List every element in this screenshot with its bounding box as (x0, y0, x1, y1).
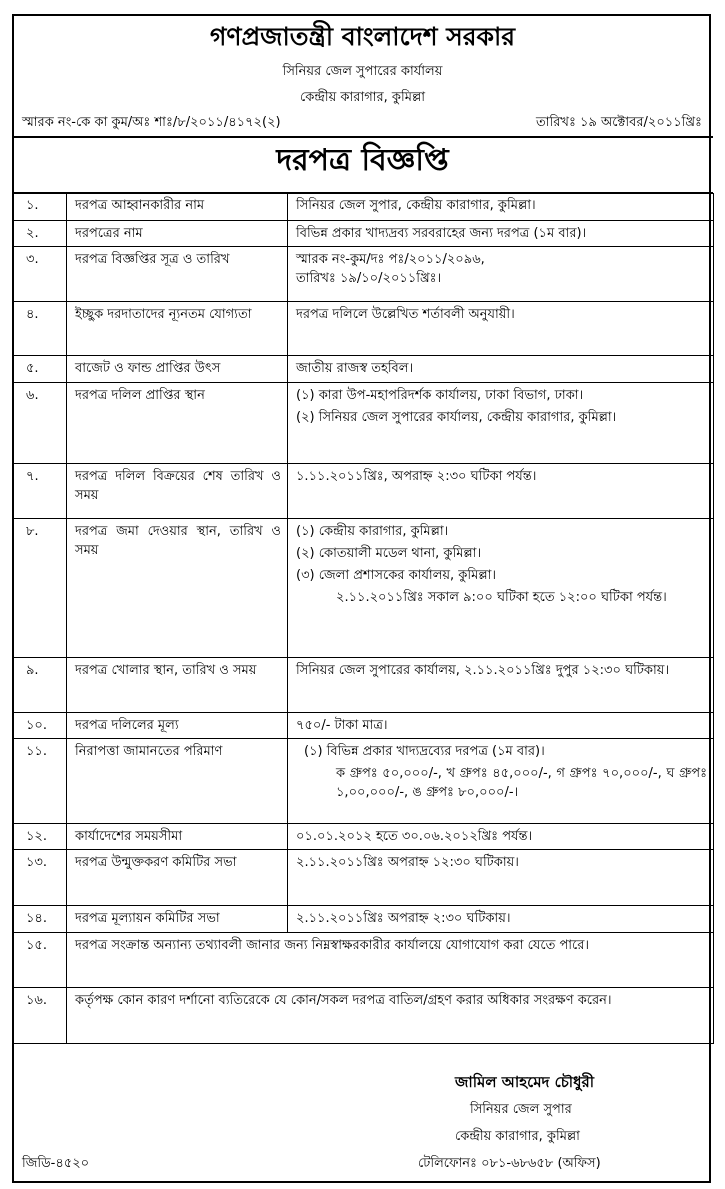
value-line: ২.১১.২০১১খ্রিঃ সকাল ৯:০০ ঘটিকা হতে ১২:০০ ঘটিকা পর্যন্ত। (336, 589, 667, 605)
table-row (14, 905, 714, 932)
row-value: ১.১১.২০১১খ্রিঃ, অপরাহ্ন ২:৩০ ঘটিকা পর্যন্ত। (288, 463, 714, 518)
row-number: ১৪. (14, 905, 67, 932)
row-value (288, 738, 714, 823)
row-value: দরপত্র দলিলে উল্লেখিত শর্তাবলী অনুযায়ী। (288, 301, 714, 355)
row-label: দরপত্র বিজ্ঞপ্তির সূত্র ও তারিখ (67, 246, 288, 301)
value-line: (১) কেন্দ্রীয় কারাগার, কুমিল্লা। (296, 523, 449, 539)
table-row (14, 301, 714, 355)
row-text: কর্তৃপক্ষ কোন কারণ দর্শানো ব্যতিরেকে যে কোন/সকল দরপত্র বাতিল/গ্রহণ করার অধিকার সংরক্ষণ করেন। (67, 987, 714, 1043)
value-line: (২) কোতয়ালী মডেল থানা, কুমিল্লা। (296, 545, 482, 561)
row-number: ৩. (14, 246, 67, 301)
office-name: সিনিয়র জেল সুপারের কার্যালয় (282, 64, 443, 79)
row-number: ১১. (14, 738, 67, 823)
value-line: (২) সিনিয়র জেল সুপারের কার্যালয়, কেন্দ্রীয় কারাগার, কুমিল্লা। (296, 409, 617, 425)
row-value: সিনিয়র জেল সুপার, কেন্দ্রীয় কারাগার, কুমিল্লা। (288, 193, 714, 220)
memo-number: স্মারক নং-কে কা কুম/অঃ শাঃ/৮/২০১১/৪১৭২(২) (22, 115, 281, 130)
row-number: ৯. (14, 657, 67, 712)
row-label: দরপত্র খোলার স্থান, তারিখ ও সময় (67, 657, 288, 712)
gd-code: জিডি-৪৫২০ (22, 1156, 90, 1171)
row-number: ১২. (14, 823, 67, 849)
value-line: তারিখঃ ১৯/১০/২০১১খ্রিঃ। (296, 270, 442, 286)
row-label: ইচ্ছুক দরদাতাদের ন্যূনতম যোগ্যতা (67, 301, 288, 355)
row-value (288, 382, 714, 463)
signatory-designation: সিনিয়র জেল সুপার (470, 1102, 572, 1117)
row-number: ১৬. (14, 987, 67, 1043)
table-row (14, 193, 714, 220)
value-line: (৩) জেলা প্রশাসকের কার্যালয়, কুমিল্লা। (296, 567, 497, 583)
row-label: দরপত্র আহ্বানকারীর নাম (67, 193, 288, 220)
table-row (14, 518, 714, 657)
table-row (14, 657, 714, 712)
row-label: দরপত্র মূল্যায়ন কমিটির সভা (67, 905, 288, 932)
row-value (288, 246, 714, 301)
government-title: গণপ্রজাতন্ত্রী বাংলাদেশ সরকার (210, 22, 515, 51)
row-number: ৭. (14, 463, 67, 518)
divider (12, 136, 713, 138)
signatory-name: জামিল আহমেদ চৌধুরী (455, 1073, 595, 1091)
row-number: ৮. (14, 518, 67, 657)
row-value: ০১.০১.২০১২ হতে ৩০.০৬.২০১২খ্রিঃ পর্যন্ত। (288, 823, 714, 849)
row-label: দরপত্র জমা দেওয়ার স্থান, তারিখ ও সময় (67, 518, 288, 657)
row-number: ১০. (14, 712, 67, 738)
row-number: ৬. (14, 382, 67, 463)
table-row (14, 382, 714, 463)
row-value: সিনিয়র জেল সুপারের কার্যালয়, ২.১১.২০১১খ্রিঃ দুপুর ১২:৩০ ঘটিকায়। (288, 657, 714, 712)
office-location: কেন্দ্রীয় কারাগার, কুমিল্লা (300, 90, 425, 105)
row-text: দরপত্র সংক্রান্ত অন্যান্য তথ্যাবলী জানার জন্য নিম্নস্বাক্ষরকারীর কার্যালয়ে যোগাযোগ করা যেতে পারে। (67, 932, 714, 987)
table-row (14, 987, 714, 1043)
table-row (14, 849, 714, 905)
table-row (14, 932, 714, 987)
row-number: ৫. (14, 355, 67, 382)
value-line: স্মারক নং-কুম/দঃ পঃ/২০১১/২০৯৬, (296, 251, 485, 267)
table-row (14, 738, 714, 823)
table-row (14, 823, 714, 849)
table-row (14, 355, 714, 382)
row-number: ১৫. (14, 932, 67, 987)
row-label: নিরাপত্তা জামানতের পরিমাণ (67, 738, 288, 823)
signatory-office: কেন্দ্রীয় কারাগার, কুমিল্লা (455, 1129, 580, 1144)
row-number: ৪. (14, 301, 67, 355)
row-value (288, 518, 714, 657)
row-label: দরপত্র দলিল বিক্রয়ের শেষ তারিখ ও সময় (67, 463, 288, 518)
table-row (14, 246, 714, 301)
value-line: (১) কারা উপ-মহাপরিদর্শক কার্যালয়, ঢাকা বিভাগ, ঢাকা। (296, 387, 584, 403)
row-number: ১. (14, 193, 67, 220)
row-label: দরপত্র দলিলের মূল্য (67, 712, 288, 738)
row-value: ২.১১.২০১১খ্রিঃ অপরাহ্ন ১২:৩০ ঘটিকায়। (288, 849, 714, 905)
memo-date: তারিখঃ ১৯ অক্টোবর/২০১১খ্রিঃ (536, 115, 702, 130)
table-row (14, 463, 714, 518)
row-label: কার্যাদেশের সময়সীমা (67, 823, 288, 849)
row-value: ৭৫০/- টাকা মাত্র। (288, 712, 714, 738)
row-number: ১৩. (14, 849, 67, 905)
value-line: ক গ্রুপঃ ৫০,০০০/-, খ গ্রুপঃ ৪৫,০০০/-, গ গ্রুপঃ ৭০,০০০/-, ঘ গ্রুপঃ ১,০০,০০০/-, ঙ গ্রুপঃ ৮০,০০০/-। (336, 765, 707, 800)
row-number: ২. (14, 220, 67, 246)
tender-details-table (13, 193, 714, 1044)
table-row (14, 220, 714, 246)
row-label: দরপত্র দলিল প্রাপ্তির স্থান (67, 382, 288, 463)
row-value: বিভিন্ন প্রকার খাদ্যদ্রব্য সরবরাহের জন্য দরপত্র (১ম বার)। (288, 220, 714, 246)
row-label: দরপত্রের নাম (67, 220, 288, 246)
row-label: দরপত্র উন্মুক্তকরণ কমিটির সভা (67, 849, 288, 905)
notice-title: দরপত্র বিজ্ঞপ্তি (276, 143, 449, 178)
value-line: (১) বিভিন্ন প্রকার খাদ্যদ্রব্যের দরপত্র (১ম বার)। (304, 743, 545, 759)
signatory-phone: টেলিফোনঃ ০৮১-৬৮৬৫৮ (অফিস) (418, 1156, 601, 1171)
row-value: ২.১১.২০১১খ্রিঃ অপরাহ্ন ২:৩০ ঘটিকায়। (288, 905, 714, 932)
memo-line (22, 115, 702, 131)
row-value: জাতীয় রাজস্ব তহবিল। (288, 355, 714, 382)
row-label: বাজেট ও ফান্ড প্রাপ্তির উৎস (67, 355, 288, 382)
table-row (14, 712, 714, 738)
